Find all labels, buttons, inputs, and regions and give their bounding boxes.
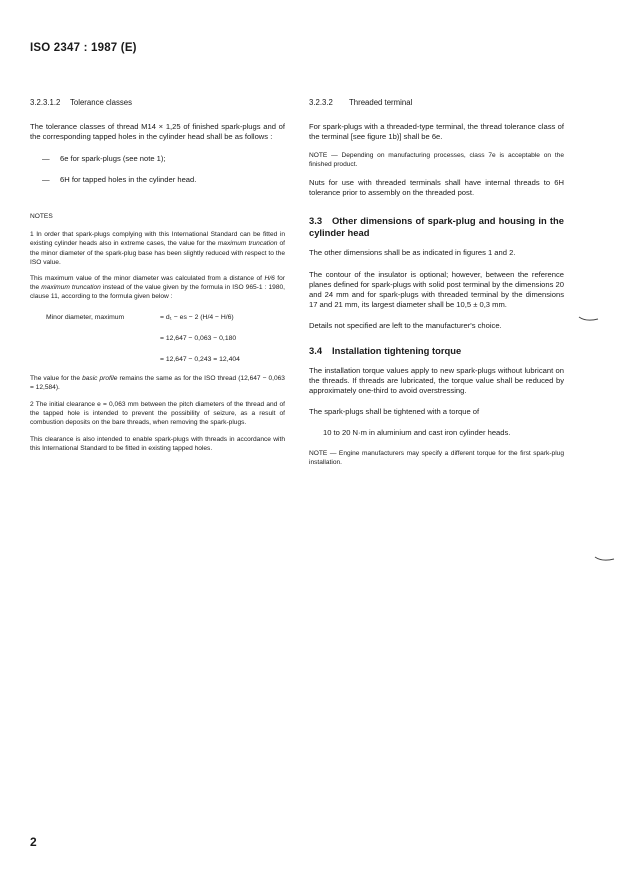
note-1-paragraph-2: This maximum value of the minor diameter was calculated from a distance of H/6 for the maximum truncation instead of the value given by the formula in ISO 965-1 : 1980, clause 11, according to the formula given below : (30, 275, 286, 301)
list-item: — 6H for tapped holes in the cylinder head. (42, 174, 197, 184)
heading-number: 3.2.3.1.2 (30, 98, 61, 107)
right-column (309, 98, 564, 467)
formula-line-1: = d₁ − es − 2 (H/4 − H/6) (160, 313, 234, 321)
formula-lhs: Minor diameter, maximum (46, 313, 125, 321)
left-column (30, 98, 285, 453)
heading-3-2-3-1-2 (30, 98, 285, 108)
heading-number: 3.3 (309, 215, 323, 227)
note-1-paragraph-1: 1 In order that spark-plugs complying with this International Standard can be fitted in existing cylinder heads also in extreme cases, the value for the maximum truncation of the minor diameter of the spark-plug base has been slightly reduced with respect to the ISO value. (30, 231, 285, 266)
threaded-terminal-paragraph: For spark-plugs with a threaded-type terminal, the thread tolerance class of the terminal [see figure 1b)] shall be 6e. (309, 122, 564, 142)
note-2-paragraph-2: This clearance is also intended to enable spark-plugs with threads in accordance with this International Standard to be fitted in existing tapped holes. (30, 435, 285, 452)
heading-number: 3.2.3.2 (309, 98, 333, 107)
minor-diameter-formula (30, 313, 285, 364)
standard-header: ISO 2347 : 1987 (E) (30, 42, 137, 54)
nuts-paragraph: Nuts for use with threaded terminals shall have internal threads to 6H tolerance prior to assembly on the threaded post. (309, 178, 564, 198)
notes-title: NOTES (30, 213, 53, 221)
heading-title: Other dimensions of spark-plug and housing in the cylinder head (309, 215, 564, 239)
formula-line-3: = 12,647 − 0,243 = 12,404 (160, 355, 240, 363)
torque-note: NOTE — Engine manufacturers may specify a different torque for the first spark-plug installation. (309, 449, 564, 466)
tolerance-list (30, 154, 285, 185)
heading-3-2-3-2 (309, 98, 564, 108)
threaded-terminal-note: NOTE — Depending on manufacturing processes, class 7e is acceptable on the finished product. (309, 151, 564, 168)
heading-title: Threaded terminal (349, 98, 413, 107)
list-item: — 6e for spark-plugs (see note 1); (42, 153, 166, 163)
torque-value: 10 to 20 N·m in aluminium and cast iron cylinder heads. (323, 428, 511, 438)
tighten-paragraph: The spark-plugs shall be tightened with a torque of (309, 407, 480, 417)
insulator-contour-paragraph: The contour of the insulator is optional; however, between the reference planes defined for spark-plugs with solid post terminal by the dimensions 20 and 24 mm and for spark-plugs with threaded terminal by the dimensions 17 and 21 mm, its largest diameter shall be 10,5 ± 0,3 mm. (309, 269, 564, 310)
note-1-paragraph-3: The value for the basic profile remains the same as for the ISO thread (12,647 − 0,063 = 12,584). (30, 374, 285, 391)
heading-title: Tolerance classes (70, 98, 132, 107)
scan-mark-icon (594, 555, 616, 563)
tolerance-intro: The tolerance classes of thread M14 × 1,25 of finished spark-plugs and of the corresponding tapped holes in the cylinder head shall be as follows : (30, 122, 285, 142)
page-number: 2 (30, 835, 37, 849)
details-paragraph: Details not specified are left to the manufacturer's choice. (309, 321, 502, 331)
heading-number: 3.4 (309, 344, 323, 356)
heading-3-4 (309, 345, 564, 357)
formula-line-2: = 12,647 − 0,063 − 0,180 (160, 334, 237, 342)
heading-title: Installation tightening torque (332, 344, 462, 356)
heading-3-3 (309, 215, 564, 239)
other-dimensions-paragraph: The other dimensions shall be as indicated in figures 1 and 2. (309, 248, 516, 258)
note-2-paragraph-1: 2 The initial clearance e = 0,063 mm between the pitch diameters of the thread and of the tapped hole is intended to prevent the possibility of seizure, as a result of combustion deposits on the bare threads, when removing the spark-plugs. (30, 401, 285, 427)
torque-paragraph: The installation torque values apply to new spark-plugs without lubricant on the threads. If threads are lubricated, the torque value shall be reduced by approximately one-third to avoid overstressing. (309, 365, 564, 396)
scan-mark-icon (578, 315, 600, 323)
